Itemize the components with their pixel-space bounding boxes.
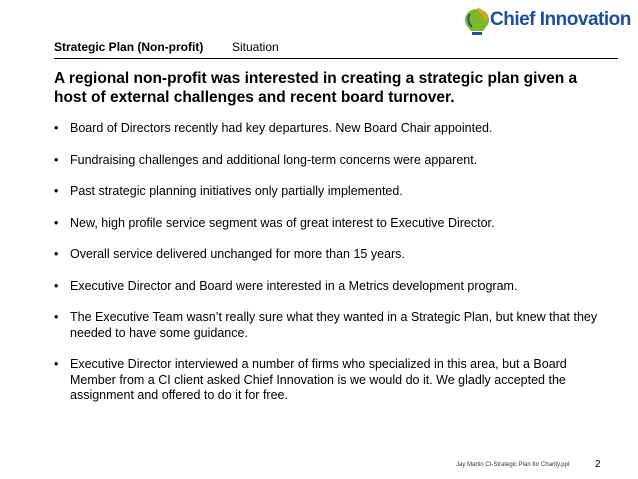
bullet-icon: • — [54, 278, 59, 293]
bullet-list — [54, 121, 614, 404]
list-item — [54, 121, 614, 137]
bullet-text: Board of Directors recently had key departures. New Board Chair appointed. — [70, 121, 493, 135]
page-number: 2 — [595, 459, 601, 470]
bullet-text: New, high profile service segment was of great interest to Executive Director. — [70, 215, 495, 230]
footer-filename: Jay Martin CI-Strategic Plan for Charity.ppt — [456, 462, 570, 468]
header-divider — [54, 58, 618, 59]
bullet-text: Executive Director and Board were interested in a Metrics development program. — [70, 278, 518, 293]
logo-wordmark: Chief Innovation — [490, 9, 631, 30]
slide-title: Strategic Plan (Non-profit) — [54, 40, 204, 54]
bullet-text: Executive Director interviewed a number of firms who specialized in this area, but a Board Member from a CI client asked Chief Innovation is we would do it. We gladly accepted the assignment and offered to do it for free. — [70, 357, 567, 402]
bullet-icon: • — [54, 152, 59, 167]
list-item — [54, 216, 614, 232]
bullet-text: Fundraising challenges and additional long-term concerns were apparent. — [70, 152, 478, 167]
bullet-icon: • — [54, 310, 59, 324]
slide-header — [54, 40, 618, 56]
bullet-icon: • — [54, 215, 59, 230]
list-item — [54, 357, 614, 404]
section-label: Situation — [232, 40, 279, 54]
bullet-text: The Executive Team wasn’t really sure what they wanted in a Strategic Plan, but knew that they needed to have some guidance. — [70, 310, 598, 340]
bullet-text: Overall service delivered unchanged for more than 15 years. — [70, 247, 405, 261]
bullet-icon: • — [54, 184, 59, 198]
list-item — [54, 310, 614, 341]
bullet-icon: • — [54, 247, 59, 261]
chief-innovation-logo — [462, 6, 631, 38]
list-item — [54, 279, 614, 295]
bullet-icon: • — [54, 121, 59, 135]
lightbulb-icon — [462, 6, 492, 38]
headline: A regional non-profit was interested in creating a strategic plan given a host of external challenges and recent board turnover. — [54, 70, 578, 106]
bullet-text: Past strategic planning initiatives only partially implemented. — [70, 184, 403, 198]
list-item — [54, 247, 614, 263]
bullet-icon: • — [54, 357, 59, 371]
list-item — [54, 184, 614, 200]
list-item — [54, 153, 614, 169]
